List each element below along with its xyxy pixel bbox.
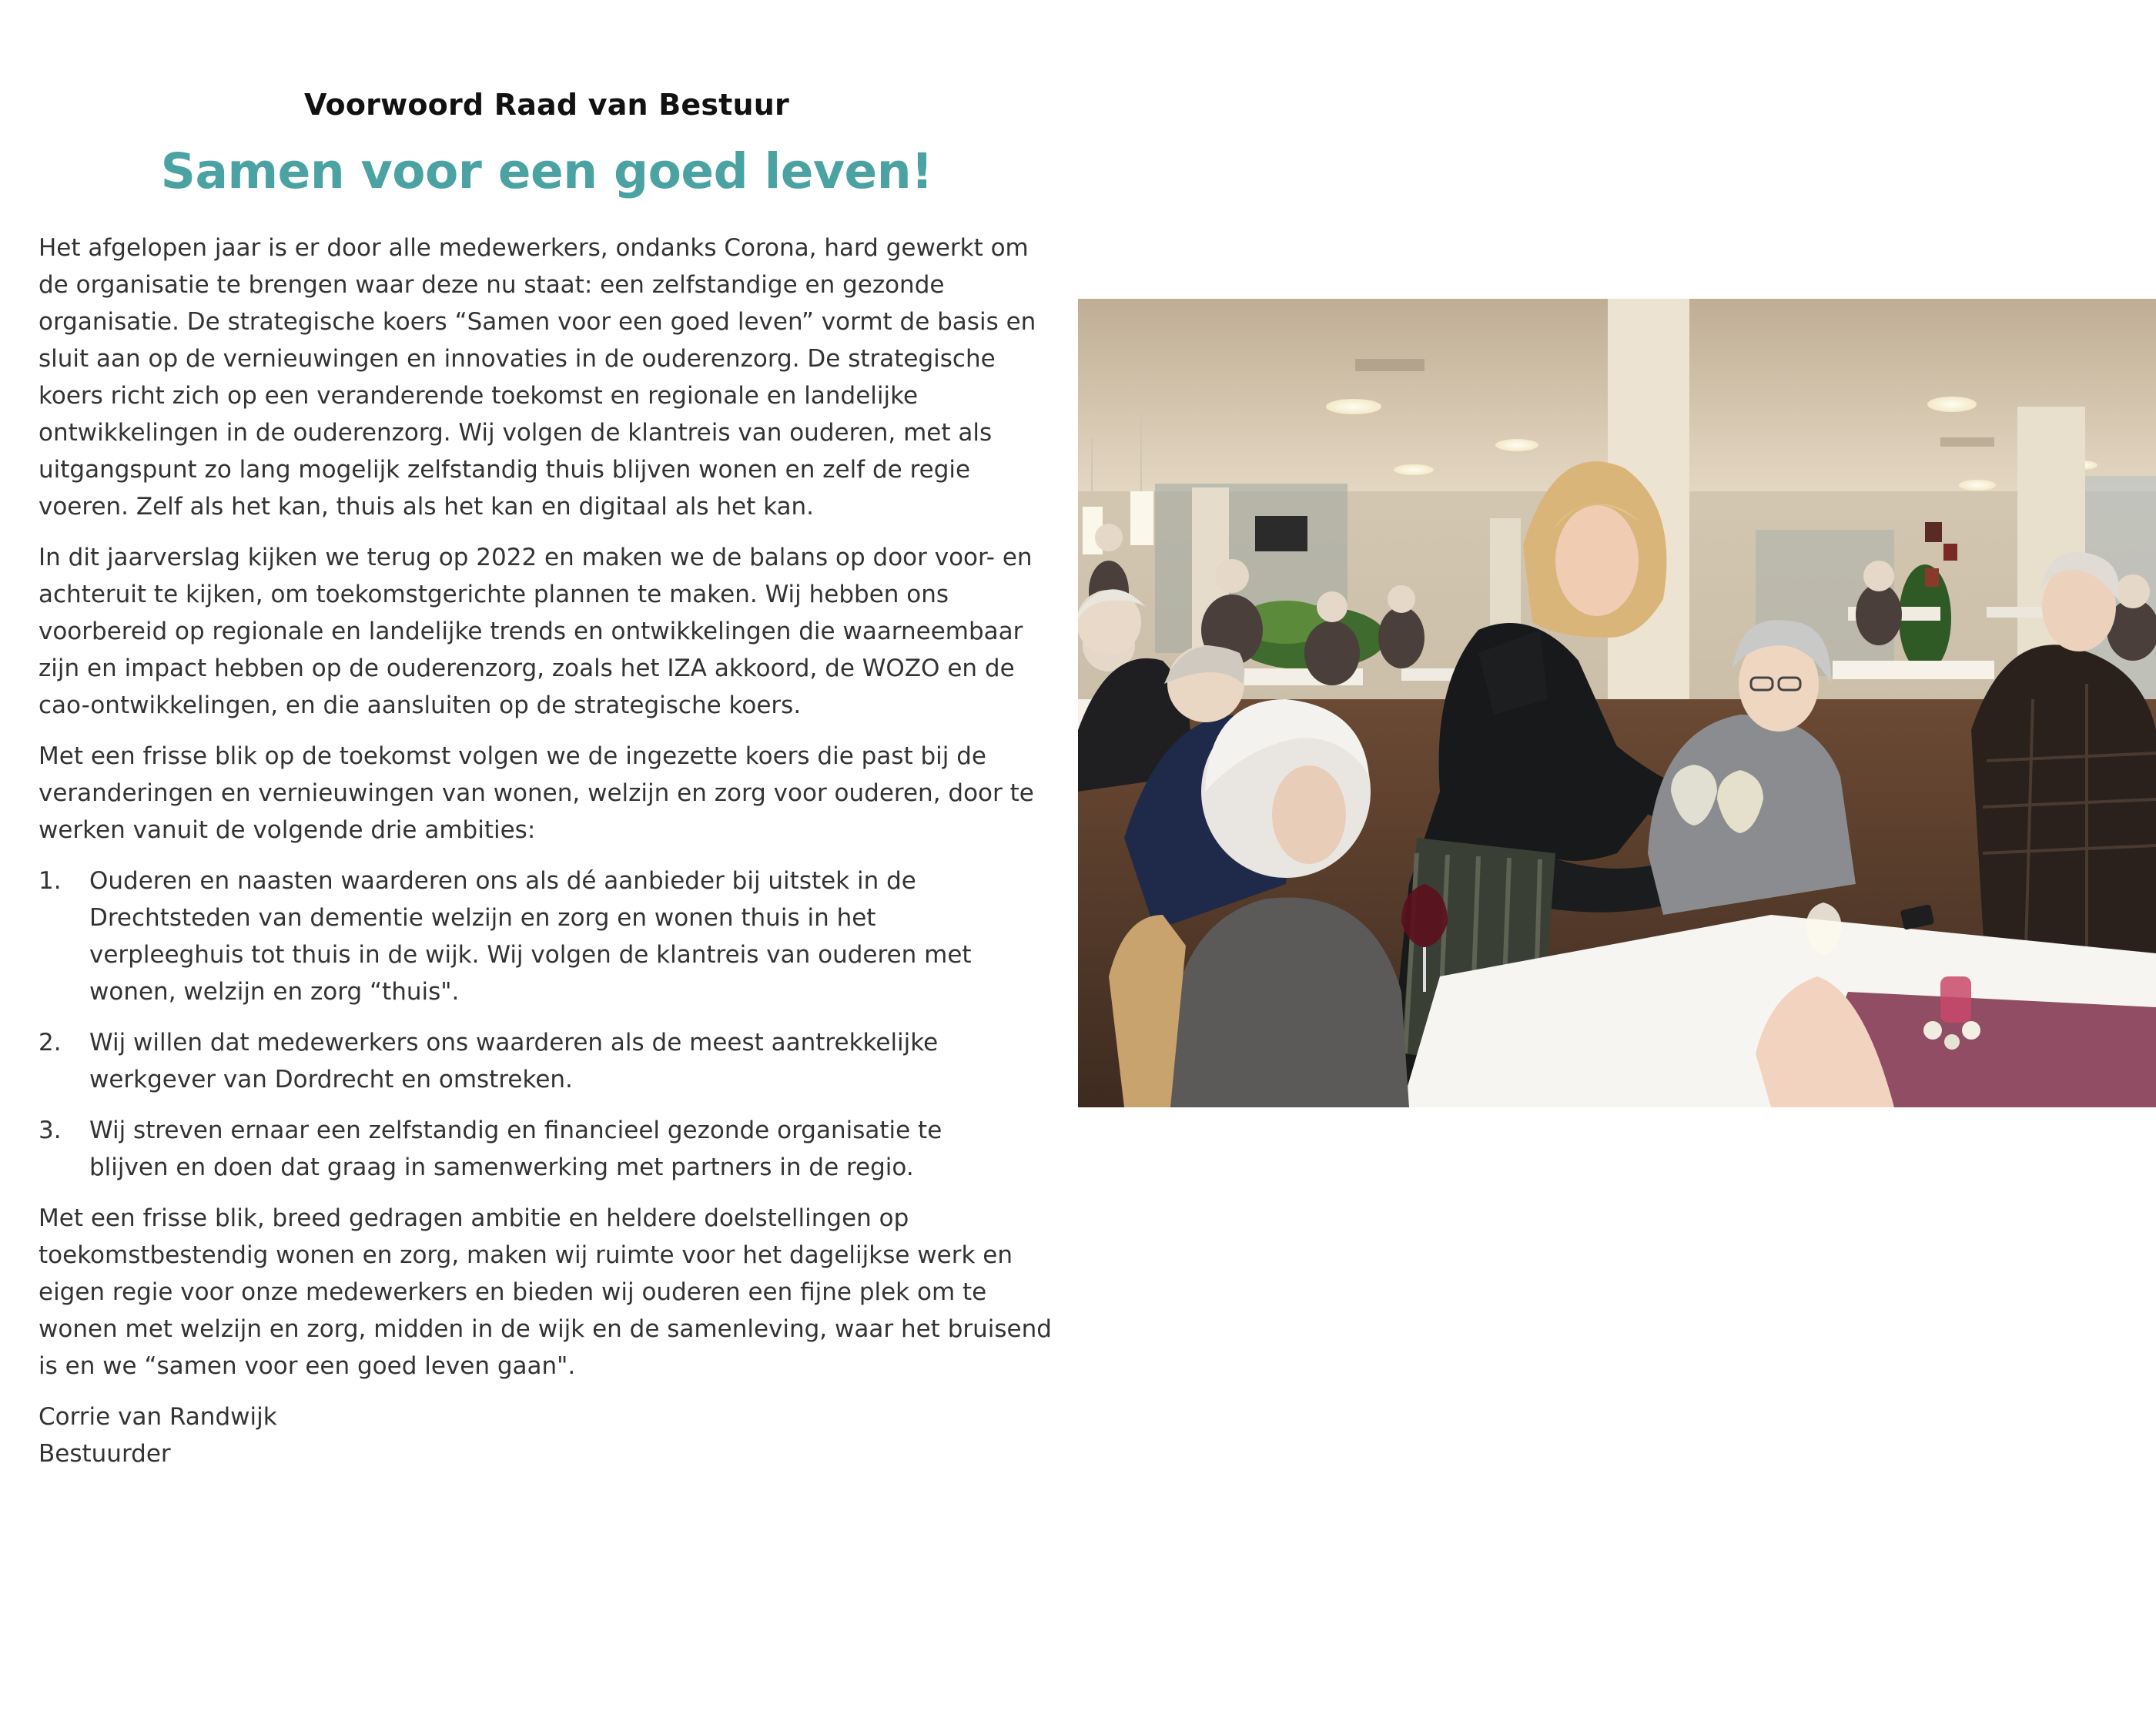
ambition-number: 1. bbox=[38, 867, 62, 895]
intro-paragraph: In dit jaarverslag kijken we terug op 2022 en maken we de balans op door voor- en achteruit te kijken, om toekomstgerichte plannen te maken. Wij hebben ons voorbereid op regionale en landelijke trends en ontwikkelingen die waarneembaar zijn en impact hebben op de ouderenzorg, zoals het IZA akkoord, de WOZO en de cao-ontwikkelingen, en die aansluiten op de strategische koers. bbox=[38, 544, 1033, 719]
event-photo bbox=[1078, 299, 2156, 1107]
preface-column bbox=[38, 83, 1055, 1472]
closing-paragraph: Met een frisse blik, breed gedragen ambitie en heldere doelstellingen op toekomstbestendig wonen en zorg, maken wij ruimte voor het dagelijkse werk en eigen regie voor onze medewerkers en bieden wij ouderen een fijne plek om te wonen met welzijn en zorg, midden in de wijk en de samenleving, waar het bruisend is en we “samen voor een goed leven gaan". bbox=[38, 1204, 1052, 1380]
ambition-item bbox=[38, 1112, 1055, 1186]
ambition-text: Wij willen dat medewerkers ons waarderen als de meest aantrekkelijke werkgever van Dordrecht en omstreken. bbox=[89, 1029, 939, 1093]
section-kicker: Voorwoord Raad van Bestuur bbox=[303, 88, 789, 122]
ambition-text: Wij streven ernaar een zelfstandig en financieel gezonde organisatie te blijven en doen dat graag in samenwerking met partners in de regio. bbox=[89, 1117, 942, 1181]
ambition-item bbox=[38, 1024, 1055, 1098]
page-title: Samen voor een goed leven! bbox=[160, 143, 933, 199]
ambition-text: Ouderen en naasten waarderen ons als dé aanbieder bij uitstek in de Drechtsteden van dementie welzijn en zorg en wonen thuis in het verpleeghuis tot thuis in de wijk. Wij volgen de klantreis van ouderen met wonen, welzijn en zorg “thuis". bbox=[89, 867, 972, 1006]
intro-paragraph: Met een frisse blik op de toekomst volgen we de ingezette koers die past bij de veranderingen en vernieuwingen van wonen, welzijn en zorg voor ouderen, door te werken vanuit de volgende drie ambities: bbox=[38, 742, 1034, 844]
signature-role: Bestuurder bbox=[38, 1440, 171, 1468]
ambition-number: 3. bbox=[38, 1117, 62, 1144]
ambition-number: 2. bbox=[38, 1029, 62, 1057]
ambitions-list bbox=[38, 862, 1055, 1186]
signature bbox=[38, 1398, 1055, 1472]
ambition-item bbox=[38, 862, 1055, 1010]
photo-illustration bbox=[1078, 299, 2156, 1107]
signature-name: Corrie van Randwijk bbox=[38, 1403, 277, 1431]
intro-paragraph: Het afgelopen jaar is er door alle medewerkers, ondanks Corona, hard gewerkt om de organisatie te brengen waar deze nu staat: een zelfstandige en gezonde organisatie. De strategische koers “Samen voor een goed leven” vormt de basis en sluit aan op de vernieuwingen en innovaties in de ouderenzorg. De strategische koers richt zich op een veranderende toekomst en regionale en landelijke ontwikkelingen in de ouderenzorg. Wij volgen de klantreis van ouderen, met als uitgangspunt zo lang mogelijk zelfstandig thuis blijven wonen en zelf de regie voeren. Zelf als het kan, thuis als het kan en digitaal als het kan. bbox=[38, 234, 1036, 521]
